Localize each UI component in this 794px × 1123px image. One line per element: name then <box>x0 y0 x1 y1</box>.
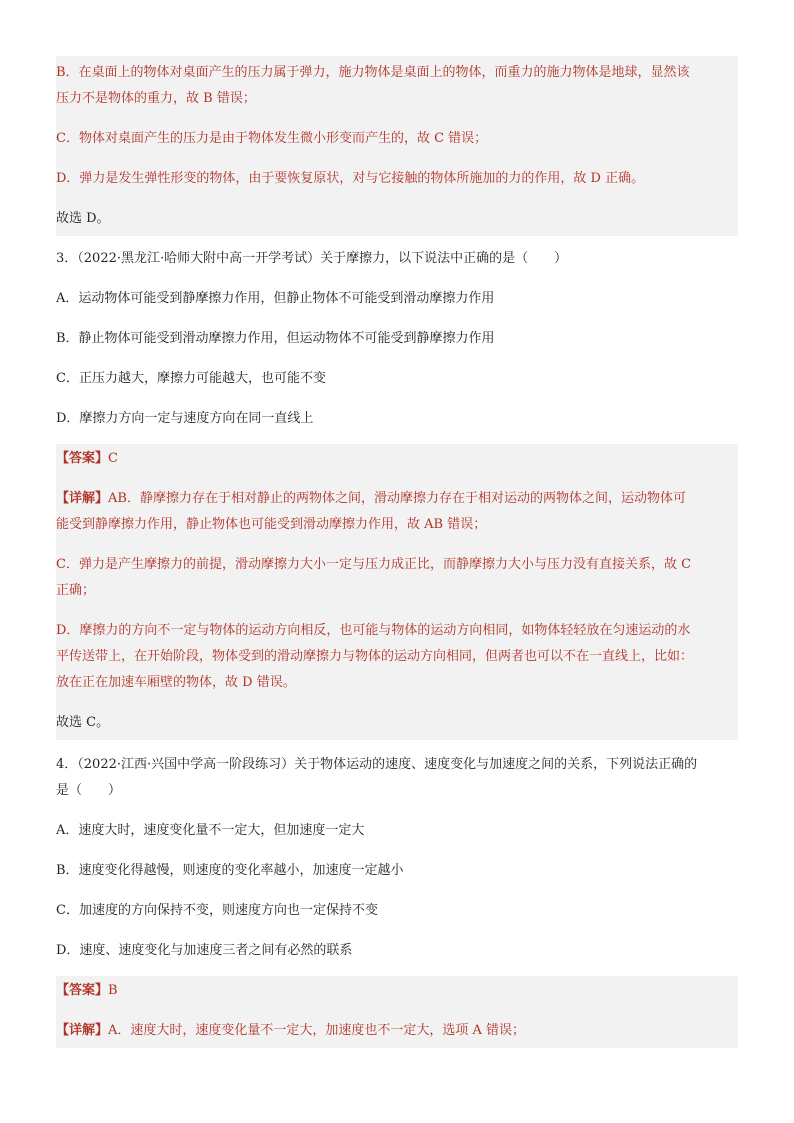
q2-explain-c-line: C．物体对桌面产生的压力是由于物体发生微小形变而产生的，故 C 错误； <box>56 131 488 146</box>
q2-explain-b-line2: 压力不是物体的重力，故 B 错误； <box>56 91 256 106</box>
q4-answer-row <box>56 978 738 1004</box>
q3-detail-ab-line1 <box>56 486 738 512</box>
q3-option-d: D．摩擦力方向一定与速度方向在同一直线上 <box>56 411 314 426</box>
q2-explain-b-line1: B．在桌面上的物体对桌面产生的压力属于弹力，施力物体是桌面上的物体，而重力的施力物体是地球，显然该 <box>56 65 690 80</box>
q4-answer-block <box>56 976 738 1048</box>
document-page <box>56 56 738 1048</box>
q2-explanation-block <box>56 56 738 236</box>
q3-option-c: C．正压力越大，摩擦力可能越大，也可能不变 <box>56 371 326 386</box>
q4-option-a: A．速度大时，速度变化量不一定大，但加速度一定大 <box>56 823 365 838</box>
q3-detail-d-line1: D．摩擦力的方向不一定与物体的运动方向相反，也可能与物体的运动方向相同，如物体轻轻放在匀速运动的水 <box>56 623 691 638</box>
q4-option-c: C．加速度的方向保持不变，则速度方向也一定保持不变 <box>56 903 378 918</box>
q3-option-b: B．静止物体可能受到滑动摩擦力作用，但运动物体不可能受到静摩擦力作用 <box>56 331 495 346</box>
q4-detail-a-text: A．速度大时，速度变化量不一定大，加速度也不一定大，选项 A 错误； <box>108 1023 526 1038</box>
q2-conclusion: 故选 D。 <box>56 211 110 226</box>
q3-detail-ab-line2: 能受到静摩擦力作用，静止物体也可能受到滑动摩擦力作用，故 AB 错误； <box>56 517 487 532</box>
q4-detail-a-line <box>56 1018 738 1044</box>
q4-detail-tag: 【详解】 <box>56 1023 109 1038</box>
q4-answer-tag: 【答案】 <box>56 983 109 998</box>
q3-conclusion: 故选 C。 <box>56 715 110 730</box>
q3-detail-ab-text1: AB．静摩擦力存在于相对静止的两物体之间，滑动摩擦力存在于相对运动的两物体之间，运动物体可 <box>108 491 686 506</box>
q3-answer-value: C <box>108 451 118 466</box>
q4-option-b: B．速度变化得越慢，则速度的变化率越小，加速度一定越小 <box>56 863 404 878</box>
q3-stem: 3．（2022·黑龙江·哈师大附中高一开学考试）关于摩擦力，以下说法中正确的是（ ） <box>56 251 568 266</box>
q4-answer-value: B <box>108 983 118 998</box>
q3-answer-tag: 【答案】 <box>56 451 109 466</box>
q3-detail-tag: 【详解】 <box>56 491 109 506</box>
q3-detail-d-line3: 放在正在加速车厢壁的物体，故 D 错误。 <box>56 675 296 690</box>
q4-stem-line1: 4．（2022·江西·兴国中学高一阶段练习）关于物体运动的速度、速度变化与加速度之间的关系，下列说法正确的 <box>56 757 698 772</box>
q4-option-d: D．速度、速度变化与加速度三者之间有必然的联系 <box>56 943 353 958</box>
q2-explain-d-line: D．弹力是发生弹性形变的物体，由于要恢复原状，对与它接触的物体所施加的力的作用，故 D 正确。 <box>56 171 645 186</box>
q3-option-a: A．运动物体可能受到静摩擦力作用，但静止物体不可能受到滑动摩擦力作用 <box>56 291 495 306</box>
q4-stem-line2: 是（ ） <box>56 783 122 798</box>
q3-detail-c-line1: C．弹力是产生摩擦力的前提，滑动摩擦力大小一定与压力成正比，而静摩擦力大小与压力没有直接关系，故 C <box>56 557 692 572</box>
q3-answer-row <box>56 446 738 472</box>
q3-detail-c-line2: 正确； <box>56 583 96 598</box>
q3-answer-block <box>56 444 738 740</box>
q3-detail-d-line2: 平传送带上，在开始阶段，物体受到的滑动摩擦力与物体的运动方向相同，但两者也可以不在一直线上，比如： <box>56 649 694 664</box>
